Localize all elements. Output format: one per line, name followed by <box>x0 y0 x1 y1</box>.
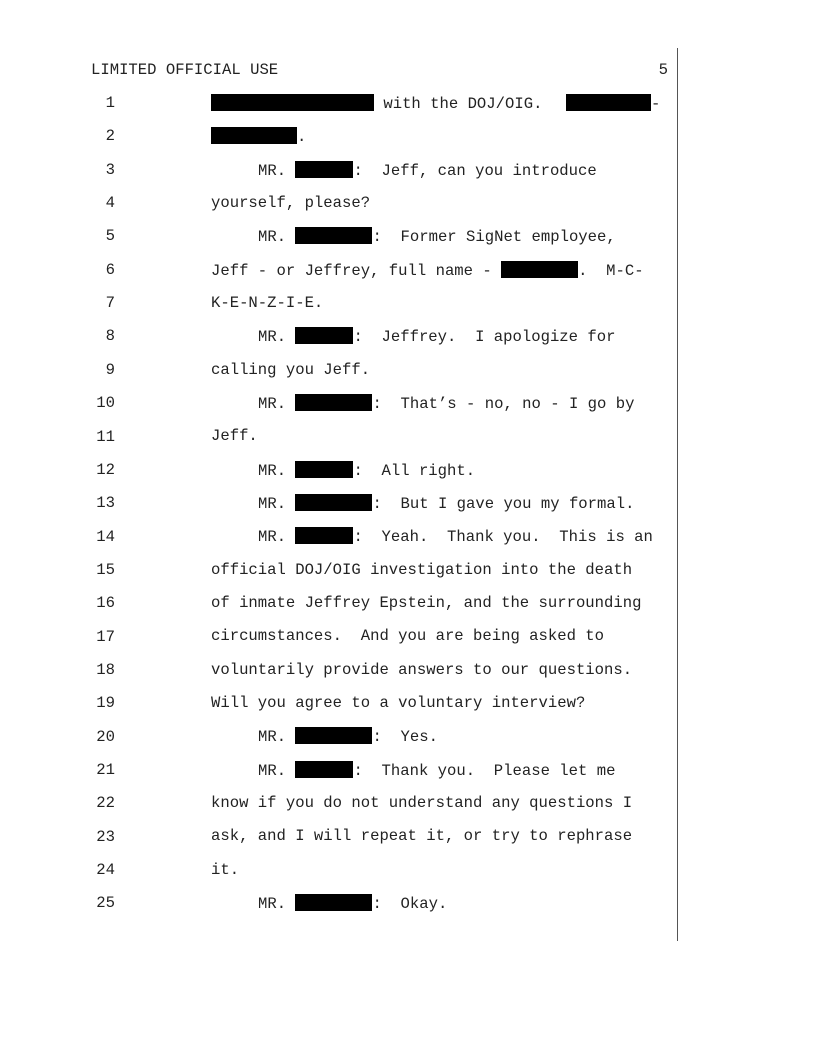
redaction-box <box>211 127 297 144</box>
transcript-line-9: calling you Jeff. <box>211 361 371 379</box>
line-number: 4 <box>105 194 115 212</box>
transcript-line-6: Jeff - or Jeffrey, full name - . M-C- <box>211 262 644 280</box>
redaction-box <box>295 527 353 544</box>
transcript-line-19: Will you agree to a voluntary interview? <box>211 694 586 712</box>
transcript-line-22: know if you do not understand any questions I <box>211 794 633 812</box>
redaction-box <box>295 394 372 411</box>
transcript-line-3: MR. : Jeff, can you introduce <box>258 162 597 180</box>
redaction-box <box>295 327 353 344</box>
line-number: 11 <box>96 428 115 446</box>
speaker-label: MR. <box>258 328 287 346</box>
line-number: 20 <box>96 728 115 746</box>
transcript-line-5: MR. : Former SigNet employee, <box>258 228 616 246</box>
line-number: 8 <box>105 327 115 345</box>
line-number: 10 <box>96 394 115 412</box>
line-number: 1 <box>105 94 115 112</box>
speaker-label: MR. <box>258 762 287 780</box>
redaction-box <box>295 761 353 778</box>
speaker-label: MR. <box>258 395 287 413</box>
transcript-line-8: MR. : Jeffrey. I apologize for <box>258 328 616 346</box>
redaction-box <box>566 94 651 111</box>
transcript-line-20: MR. : Yes. <box>258 728 438 746</box>
redaction-box <box>501 261 578 278</box>
line-number: 7 <box>105 294 115 312</box>
line-number: 23 <box>96 828 115 846</box>
transcript-line-12: MR. : All right. <box>258 462 476 480</box>
speaker-label: MR. <box>258 162 287 180</box>
transcript-line-7: K-E-N-Z-I-E. <box>211 294 324 312</box>
redaction-box <box>295 494 372 511</box>
classification-header: LIMITED OFFICIAL USE <box>91 61 279 79</box>
speaker-label: MR. <box>258 895 287 913</box>
line-number: 6 <box>105 261 115 279</box>
line-number: 9 <box>105 361 115 379</box>
speaker-label: MR. <box>258 528 287 546</box>
line-number: 15 <box>96 561 115 579</box>
line-number: 24 <box>96 861 115 879</box>
transcript-line-25: MR. : Okay. <box>258 895 448 913</box>
line-number: 3 <box>105 161 115 179</box>
speaker-label: MR. <box>258 728 287 746</box>
transcript-line-23: ask, and I will repeat it, or try to rephrase <box>211 827 633 845</box>
redaction-box <box>295 461 353 478</box>
redaction-box <box>295 727 372 744</box>
page-number: 5 <box>658 61 668 79</box>
line-number: 17 <box>96 628 115 646</box>
transcript-line-11: Jeff. <box>211 427 258 445</box>
line-number: 14 <box>96 528 115 546</box>
speaker-label: MR. <box>258 495 287 513</box>
transcript-line-4: yourself, please? <box>211 194 371 212</box>
transcript-line-13: MR. : But I gave you my formal. <box>258 495 635 513</box>
transcript-line-14: MR. : Yeah. Thank you. This is an <box>258 528 653 546</box>
transcript-line-24: it. <box>211 861 240 879</box>
transcript-line-17: circumstances. And you are being asked to <box>211 627 605 645</box>
redaction-box <box>295 161 353 178</box>
line-number: 16 <box>96 594 115 612</box>
speaker-label: MR. <box>258 462 287 480</box>
transcript-line-10: MR. : That’s - no, no - I go by <box>258 395 635 413</box>
line-number: 25 <box>96 894 115 912</box>
speaker-label: MR. <box>258 228 287 246</box>
transcript-line-18: voluntarily provide answers to our questions. <box>211 661 633 679</box>
transcript-line-1: with the DOJ/OIG. <box>211 94 542 113</box>
line-number: 12 <box>96 461 115 479</box>
line-number: 21 <box>96 761 115 779</box>
line-number: 5 <box>105 227 115 245</box>
line-number: 13 <box>96 494 115 512</box>
line-number: 22 <box>96 794 115 812</box>
transcript-line-21: MR. : Thank you. Please let me <box>258 762 616 780</box>
line-number: 19 <box>96 694 115 712</box>
line-number: 18 <box>96 661 115 679</box>
transcript-line-1-tail: - <box>566 94 660 113</box>
redaction-box <box>211 94 374 111</box>
redaction-box <box>295 227 372 244</box>
redaction-box <box>295 894 372 911</box>
line-number: 2 <box>105 127 115 145</box>
transcript-line-2: . <box>211 127 306 146</box>
right-margin-rule <box>677 48 678 941</box>
transcript-line-15: official DOJ/OIG investigation into the death <box>211 561 633 579</box>
transcript-line-16: of inmate Jeffrey Epstein, and the surrounding <box>211 594 642 612</box>
